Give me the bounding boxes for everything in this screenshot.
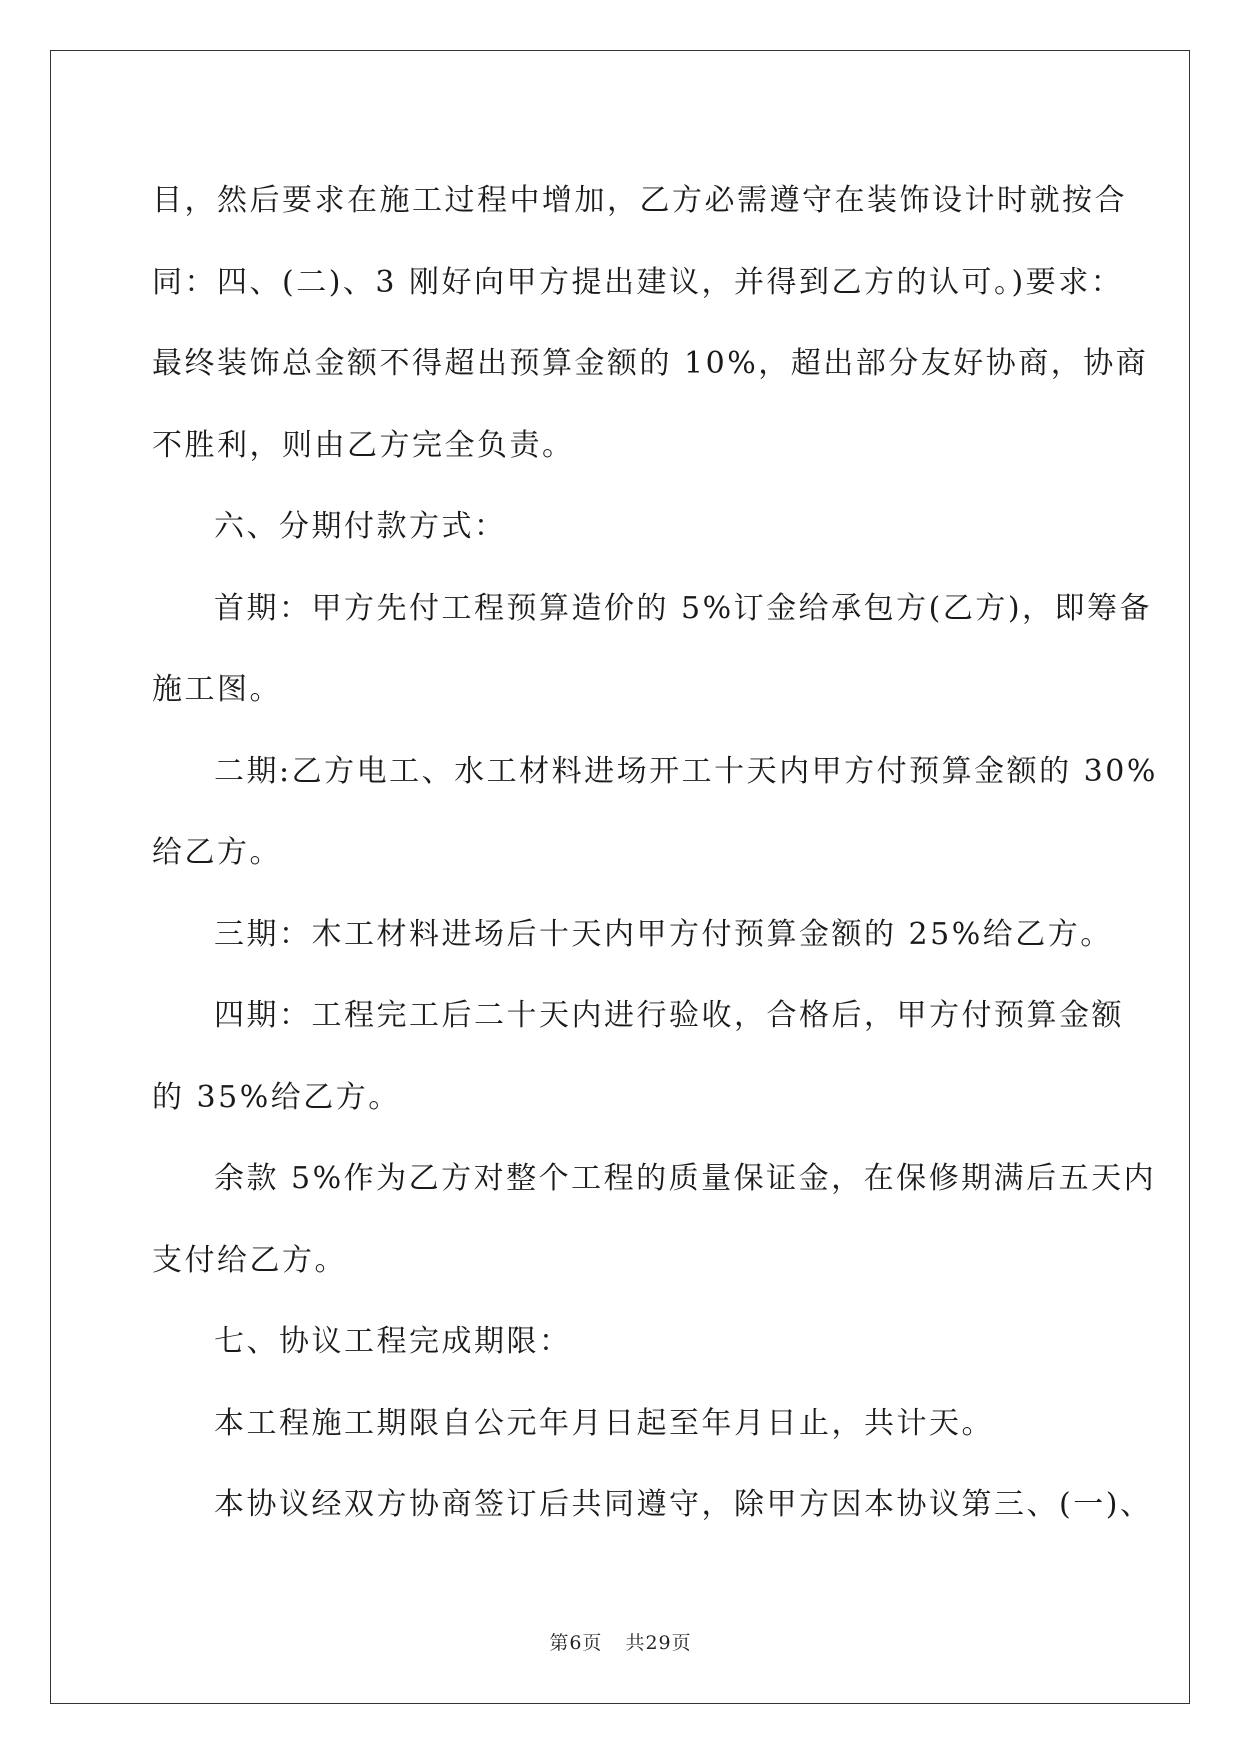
text-line-period: 本工程施工期限自公元年月日起至年月日止，共计天。 — [214, 1405, 994, 1441]
text-line-9: 给乙方。 — [152, 835, 282, 870]
text-line-3: 最终装饰总金额不得超出预算金额的 10%，超出部分友好协商，协商 — [152, 346, 1149, 381]
text-line-fourth-payment: 四期：工程完工后二十天内进行验收，合格后，甲方付预算金额 — [214, 998, 1124, 1033]
text-line-third-payment: 三期：木工材料进场后十天内甲方付预算金额的 25%给乙方。 — [214, 916, 1113, 952]
text-line-14: 支付给乙方。 — [152, 1242, 347, 1278]
page-number-total: 共29页 — [625, 1632, 692, 1654]
text-line-12: 的 35%给乙方。 — [152, 1079, 401, 1115]
section-heading-payment: 六、分期付款方式： — [214, 509, 507, 544]
text-line-2: 同：四、(二)、3 刚好向甲方提出建议，并得到乙方的认可。)要求： — [152, 264, 1124, 300]
text-line-balance: 余款 5%作为乙方对整个工程的质量保证金，在保修期满后五天内 — [214, 1161, 1157, 1196]
section-heading-deadline: 七、协议工程完成期限： — [214, 1324, 572, 1359]
document-body — [152, 160, 1158, 1546]
text-line-1: 目，然后要求在施工过程中增加，乙方必需遵守在装饰设计时就按合 — [152, 183, 1127, 218]
text-line-first-payment: 首期：甲方先付工程预算造价的 5%订金给承包方(乙方)，即筹备 — [214, 590, 1153, 626]
page-number-current: 第6页 — [549, 1632, 603, 1654]
page-footer — [0, 1628, 1241, 1655]
text-line-4: 不胜利，则由乙方完全负责。 — [152, 427, 575, 463]
text-line-7: 施工图。 — [152, 672, 282, 707]
text-line-agreement: 本协议经双方协商签订后共同遵守，除甲方因本协议第三、(一)、 — [214, 1487, 1153, 1522]
text-line-second-payment: 二期:乙方电工、水工材料进场开工十天内甲方付预算金额的 30% — [214, 753, 1158, 789]
